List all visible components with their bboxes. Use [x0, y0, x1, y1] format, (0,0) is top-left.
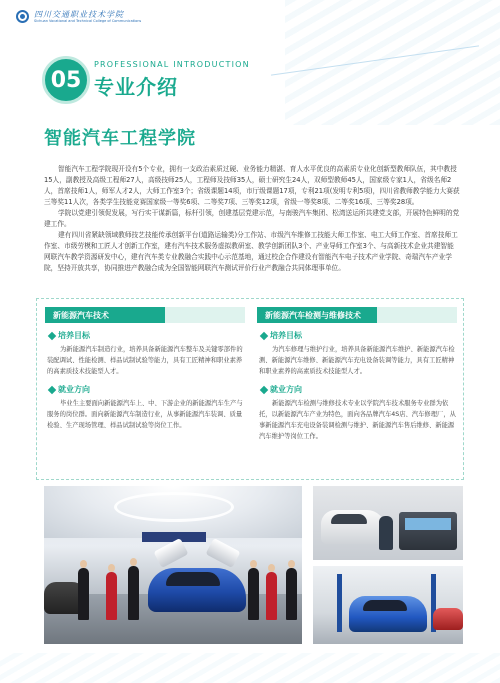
program-header [257, 307, 457, 323]
person-icon [248, 568, 259, 620]
college-logo [16, 10, 141, 23]
college-title: 智能汽车工程学院 [44, 128, 196, 149]
lab-photo [313, 566, 463, 644]
program-card [257, 307, 457, 442]
section-title-en: PROFESSIONAL INTRODUCTION [94, 60, 250, 69]
jobs-title: 就业方向 [58, 385, 90, 394]
college-intro [44, 164, 460, 274]
person-icon [128, 566, 139, 620]
red-car-icon [433, 608, 463, 630]
intro-paragraph: 学院以党建引领促发展，写行实干谋新篇，标杆引领，创建基层党建示范，与南骏汽车集团、松湾送运所共建党支部，开展特色鲜明的党建工作。 [44, 209, 460, 228]
white-car-icon [321, 510, 385, 544]
test-bench-icon [399, 512, 457, 550]
person-icon [266, 572, 277, 620]
blue-car-icon [148, 568, 246, 612]
diamond-icon [48, 385, 56, 393]
header-pattern [285, 0, 500, 125]
person-icon [78, 568, 89, 620]
goal-text: 为新能源汽车制造行业，培养具备新能源汽车整车及关键零部件的装配调试、性能检测、样品试制试验等能力，具有工匠精神和职业素养的高素质技术技能型人才。 [47, 346, 243, 375]
diamond-icon [260, 331, 268, 339]
goal-text: 为汽车修理与维护行业，培养具备新能源汽车维护、新能源汽车检测、新能源汽车维修、新能源汽车充电设备装调等能力，具有工匠精神和职业素养的高素质技术技能型人才。 [259, 346, 455, 375]
logo-name-en: Sichuan Vocational and Technical College of Communications [34, 19, 142, 23]
programs-box [36, 298, 464, 480]
footer-pattern [0, 653, 500, 683]
jobs-heading [49, 384, 245, 395]
goal-title: 培养目标 [270, 331, 302, 340]
program-name: 新能源汽车检测与维修技术 [265, 310, 361, 320]
program-header [45, 307, 245, 323]
workshop-photo [313, 486, 463, 560]
jobs-text: 毕业生主要面向新能源汽车上、中、下游企业的新能源汽车生产与服务的岗位群。面向新能源汽车制造行业，从事新能源汽车装调、质量检验、生产现场管理、样品试制试验等岗位工作。 [47, 400, 243, 429]
section-title-cn: 专业介绍 [94, 75, 178, 99]
diamond-icon [48, 331, 56, 339]
intro-paragraph: 建有四川省紧缺领域教师技艺技能传承创新平台(道路运输类)分工作站、市级汽车维修工技能大师工作室、电工大师工作室、首席技师工作室、市级劳模和工匠人才创新工作室，建有汽车技术服务虚拟教研室、教学创新团队3个、产业导师工作室3个、与高新技术企业共建智能网联汽车教学资源研发中心，建有汽车类专业教融合实践中心示范基地，通过校企合作建设有智能汽车电子技术产业学院、奇瑞汽车产业学院，坚持开放共享，协同推进产教融合成为全国智能网联汽车测试评价行业产教融合共同体理事单位。 [44, 231, 458, 272]
blue-car-icon [349, 596, 427, 632]
jobs-text: 新能源汽车检测与维修技术专业以学院汽车技术服务专业群为依托，以新能源汽车产业为特色，面向各品牌汽车4S店、汽车修理厂，从事新能源汽车充电设备装调检测与维护、新能源汽车售后维修、新能源汽车维护等岗位工作。 [259, 400, 456, 440]
intro-paragraph: 智能汽车工程学院现开设有5个专业，拥有一支政治素质过硬、业务能力精湛、育人水平优良的高素质专业化创新型教师队伍，其中教授15人，副教授及高级工程师27人，高级技师25人，工程师及技师35人，硕士研究生24人，双师型教师45人，国家级专家1人，省级名师2人，首席技师1人，师军人才2人，大师工作室3个；省级课题14项，市厅级课题17项，专利21项(发明专利5项)，四川省教师教学能力大赛获三等奖11人次，各类学生技能竞赛国家级一等奖6项、二等奖7项、三等奖12项，省级一等奖8项、二等奖16项、三等奖28项。 [44, 165, 460, 206]
jobs-title: 就业方向 [270, 385, 302, 394]
goal-heading [49, 330, 245, 341]
person-icon [106, 572, 117, 620]
goal-heading [261, 330, 457, 341]
showroom-photo [44, 486, 302, 644]
person-icon [286, 568, 297, 620]
logo-emblem-icon [16, 10, 29, 23]
goal-title: 培养目标 [58, 331, 90, 340]
program-card [45, 307, 245, 431]
program-name: 新能源汽车技术 [53, 310, 109, 320]
jobs-heading [261, 384, 457, 395]
logo-name-cn: 四川交通职业技术学院 [34, 10, 124, 19]
diamond-icon [260, 385, 268, 393]
section-number-badge: 05 [42, 56, 90, 104]
person-icon [379, 516, 393, 550]
